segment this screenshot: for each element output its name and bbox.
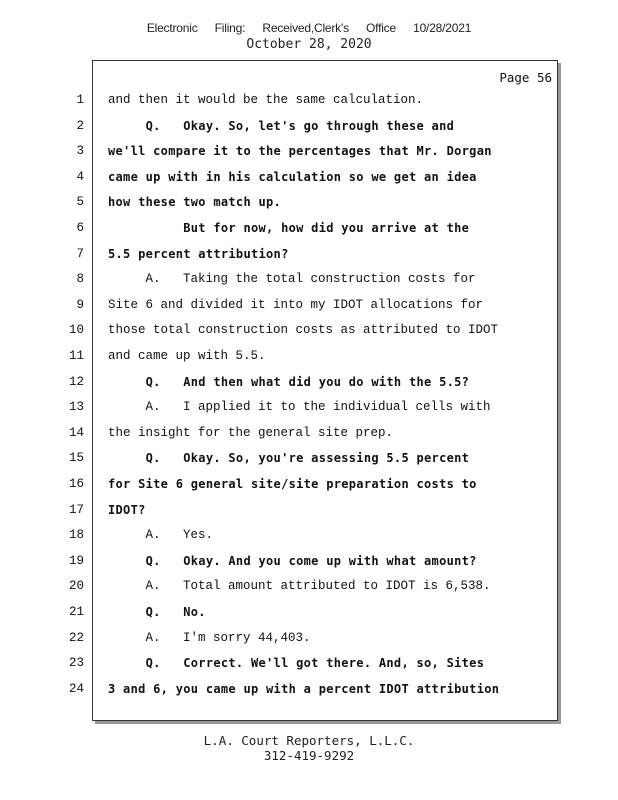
transcript-line: [0, 93, 618, 118]
line-number: 20: [68, 579, 84, 594]
line-number: 3: [76, 144, 84, 159]
transcript-line: [0, 631, 618, 656]
transcript-line: [0, 451, 618, 476]
line-text: A. I'm sorry 44,403.: [108, 630, 311, 645]
transcript-line: [0, 477, 618, 502]
line-number: 10: [68, 323, 84, 338]
transcript-line: [0, 579, 618, 604]
line-number: 8: [76, 272, 84, 287]
transcript-line: [0, 400, 618, 425]
line-text: A. Total amount attributed to IDOT is 6,538.: [108, 579, 491, 594]
line-text: and then it would be the same calculation.: [108, 93, 424, 107]
line-text: A. I applied it to the individual cells with: [108, 400, 491, 415]
line-number: 22: [68, 630, 84, 645]
stamp-part: Electronic: [146, 21, 198, 35]
line-text: Site 6 and divided it into my IDOT allocations for: [108, 297, 484, 312]
line-number: 17: [68, 502, 84, 517]
stamp-part: Filing:: [214, 21, 246, 35]
line-text: Q. No.: [108, 605, 206, 619]
line-text: the insight for the general site prep.: [108, 425, 394, 440]
line-number: 7: [76, 246, 84, 261]
line-number: 21: [68, 605, 84, 619]
transcript-line: [0, 426, 618, 451]
line-text: Q. Okay. So, let's go through these and: [108, 118, 455, 133]
reporter-company: L.A. Court Reporters, L.L.C.: [203, 733, 415, 748]
line-number: 23: [68, 656, 84, 671]
line-number: 1: [76, 93, 84, 107]
transcript-line: [0, 528, 618, 553]
transcript-line: [0, 349, 618, 374]
transcript-line: [0, 503, 618, 528]
footer: [0, 733, 618, 763]
transcript-line: [0, 682, 618, 707]
transcript-line: [0, 323, 618, 348]
line-text: and came up with 5.5.: [108, 349, 266, 363]
line-number: 6: [76, 221, 84, 235]
line-number: 15: [68, 451, 84, 466]
transcript-line: [0, 119, 618, 144]
line-number: 13: [68, 400, 84, 415]
line-number: 11: [68, 349, 84, 363]
line-text: Q. And then what did you do with the 5.5?: [108, 374, 470, 389]
filing-stamp: [0, 21, 618, 35]
line-text: Q. Okay. And you come up with what amount?: [108, 553, 477, 568]
line-text: 5.5 percent attribution?: [108, 246, 289, 261]
line-text: IDOT?: [108, 502, 146, 517]
transcript-line: [0, 144, 618, 169]
transcript-line: [0, 298, 618, 323]
line-text: A. Taking the total construction costs for: [108, 272, 476, 287]
line-text: A. Yes.: [108, 528, 214, 543]
line-number: 5: [76, 195, 84, 210]
line-number: 24: [68, 681, 84, 696]
transcript-line: [0, 375, 618, 400]
transcript-line: [0, 605, 618, 630]
line-text: 3 and 6, you came up with a percent IDOT attribution: [108, 681, 500, 696]
page-number: Page 56: [499, 70, 552, 85]
line-text: we'll compare it to the percentages that Mr. Dorgan: [108, 144, 492, 159]
line-number: 18: [68, 528, 84, 543]
line-number: 9: [76, 297, 84, 312]
line-number: 4: [76, 169, 84, 184]
line-text: came up with in his calculation so we get an idea: [108, 169, 477, 184]
line-number: 16: [68, 477, 84, 491]
line-text: those total construction costs as attributed to IDOT: [108, 323, 499, 338]
transcript-line: [0, 272, 618, 297]
line-text: for Site 6 general site/site preparation costs to: [108, 477, 477, 491]
transcript-line: [0, 170, 618, 195]
line-number: 12: [68, 374, 84, 389]
line-number: 19: [68, 553, 84, 568]
line-number: 2: [76, 118, 84, 133]
line-text: Q. Okay. So, you're assessing 5.5 percent: [108, 451, 470, 466]
transcript-line: [0, 195, 618, 220]
stamp-part: 10/28/2021: [413, 21, 472, 35]
transcript-line: [0, 554, 618, 579]
transcript-line: [0, 656, 618, 681]
transcript-line: [0, 247, 618, 272]
line-number: 14: [68, 425, 84, 440]
stamp-part: Office: [366, 21, 396, 35]
line-text: Q. Correct. We'll got there. And, so, Sites: [108, 656, 485, 671]
reporter-phone: 312-419-9292: [263, 748, 355, 763]
stamp-part: Received,Clerk's: [262, 21, 349, 35]
line-text: But for now, how did you arrive at the: [108, 221, 470, 235]
deposition-date: October 28, 2020: [246, 37, 372, 52]
line-text: how these two match up.: [108, 195, 282, 210]
transcript-line: [0, 221, 618, 246]
